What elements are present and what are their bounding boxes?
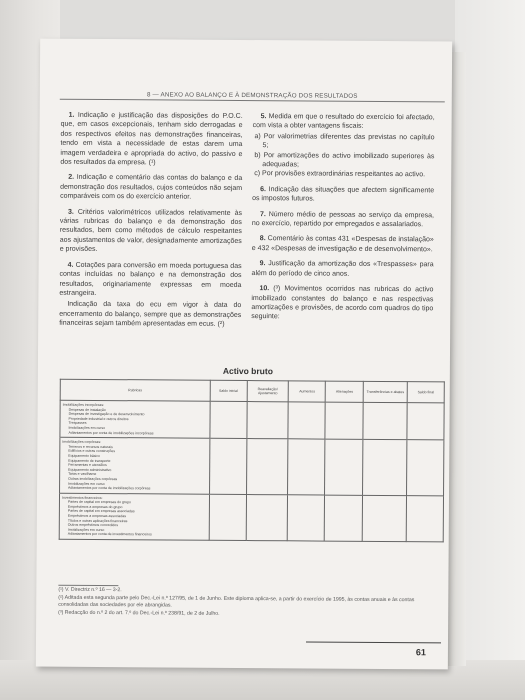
rubrica-item: Imobilizações em curso: [68, 425, 106, 431]
paragraph-text: Indicação das situações que afectem significamente os impostos futuros.: [252, 185, 435, 203]
paragraph-number: 10.: [259, 285, 270, 293]
value-cell: [288, 402, 325, 439]
rubrica-item: Equipamento básico: [68, 453, 101, 458]
footnotes: [58, 587, 443, 620]
value-cell: [325, 495, 363, 542]
column-header: Saldo final: [407, 382, 444, 403]
rubrica-item: Títulos e outras aplicações financeiras: [67, 518, 128, 523]
rubrica-item: Propriedade industrial e outros direitos: [68, 416, 129, 421]
value-cell: [406, 495, 443, 542]
paragraph-number: 9.: [259, 260, 266, 268]
rubricas-cell: [60, 437, 210, 494]
value-cell: [363, 402, 407, 439]
paragraph-9: [252, 259, 434, 279]
right-column: [251, 112, 435, 329]
footnote-1: (¹) V. Directriz n.º 16 — 3-2.: [58, 586, 122, 594]
paragraph-text: Indicação e comentário das contas do balanço e da demonstração dos resultados, cujos conteúdos não sejam comparáveis com os do exercício anterior.: [60, 174, 243, 201]
column-header: Aumentos: [289, 381, 326, 402]
paragraph-number: 3.: [67, 208, 74, 216]
column-header: Alienações: [325, 381, 363, 402]
paragraph-text: Indicação e justificação das disposições do P.O.C. que, em casos excepcionais, tenham sido derrogadas e dos respectivos efeitos nas demonstrações financeiras, tendo em vista a necessidade de estas darem uma imagem verdadeira e apropriada do activo, do passivo e dos resultados da empresa. (¹): [60, 111, 243, 167]
book-page: [36, 39, 452, 670]
table-title: Activo bruto: [222, 365, 273, 377]
rubrica-item: Partes de capital em empresas associadas: [67, 509, 135, 514]
rubrica-item: Outras imobilizações corpóreas: [68, 476, 118, 482]
paragraph-number: 4.: [67, 261, 74, 269]
paragraph-text: Número médio de pessoas ao serviço da empresa, no exercício, repartido por empregados e assalariados.: [251, 210, 434, 229]
value-cell: [407, 440, 444, 496]
rubrica-item: Despesas de instalação: [68, 407, 106, 412]
paragraph-text: (³) Movimentos ocorridos nas rubricas do activo imobilizado constantes do balanço e nas respectivas amortizações e provisões, de acordo com quadros do tipo seguinte:: [251, 285, 434, 321]
value-cell: [246, 402, 288, 439]
footnote-3: (³) Redacção do n.º 2 do art. 7.º do Dec.-Lei n.º 238/91, de 2 de Julho.: [58, 609, 220, 617]
paragraph-2: [60, 173, 242, 202]
paragraph-7: [252, 210, 434, 230]
rubrica-item: Taras e vasilhame: [68, 472, 97, 477]
value-cell: [362, 495, 406, 542]
paragraph-5: [253, 112, 435, 132]
value-cell: [288, 494, 325, 541]
rubrica-item: Empréstimos a empresas associadas: [67, 513, 127, 519]
value-cell: [246, 439, 288, 495]
paragraph-text: Critérios valorimétricos utilizados relativamente às várias rubricas do balanço e da demonstração dos resultados, bem como métodos de cálculo respeitantes aos ajustamentos de valor, designadamente amortizações e provisões.: [59, 208, 243, 254]
value-cell: [325, 402, 363, 439]
table-group-row: [59, 493, 443, 542]
rubrica-item: Equipamento de transporte: [68, 458, 111, 463]
column-header: Rubricas: [60, 379, 210, 401]
paragraph-number: 2.: [68, 174, 75, 182]
sub-item-a: a) Por valorimetrias diferentes das previstas no capítulo 5;: [254, 132, 435, 150]
rubrica-item: Empréstimos a empresas do grupo: [67, 504, 123, 510]
rubricas-cell: [60, 400, 210, 438]
paragraph-1: [60, 111, 242, 169]
rubrica-item: Adiantamentos por conta de investimentos financeiros: [67, 532, 152, 537]
paragraph-text: Medida em que o resultado do exercício foi afectado, com vista a obter vantagens fiscais:: [252, 113, 435, 131]
rubrica-item: Partes de capital em empresas do grupo: [67, 500, 132, 505]
paragraph-number: 7.: [259, 210, 266, 218]
column-header: Transferências e abates: [363, 381, 407, 402]
paragraph-text: Justificação da amortização dos «Trespasses» para além do período de cinco anos.: [251, 260, 434, 278]
rubrica-item: Despesas de investigação e de desenvolvimento: [68, 411, 145, 417]
sub-item-b: b) Por amortizações do activo imobilizado superiores às adequadas;: [254, 151, 435, 169]
paragraph-number: 5.: [260, 113, 267, 121]
paragraph-10: [251, 284, 433, 323]
value-cell: [363, 439, 407, 495]
value-cell: [407, 403, 444, 440]
rubrica-item: Terrenos e recursos naturais: [68, 444, 113, 449]
paragraph-number: 6.: [260, 185, 267, 193]
group-title: Imobilizações incorpóreas:: [62, 402, 105, 408]
value-cell: [210, 401, 247, 438]
table-group-row: [60, 437, 444, 495]
value-cell: [209, 494, 246, 541]
paragraph-6: [252, 185, 434, 205]
sub-item-c: c) Por provisões extraordinárias respeitantes ao activo.: [254, 170, 426, 179]
paragraph-number: 1.: [68, 111, 75, 119]
value-cell: [288, 439, 325, 495]
value-cell: [209, 438, 246, 494]
group-title: Imobilizações corpóreas:: [62, 439, 102, 445]
table-group-row: [60, 400, 444, 440]
column-header: Reavaliação/ Ajustamento: [247, 381, 289, 402]
paragraph-text: Comentário às contas 431 «Despesas de instalação» e 432 «Despesas de investigação e de desenvolvimento».: [251, 235, 434, 254]
rubricas-cell: [59, 493, 209, 540]
footnote-2: (²) Aditada esta segunda parte pelo Dec.-Lei n.º 127/95, de 1 de Junho. Este diploma aplica-se, a partir do exercício de 1995, às contas anuais e às contas consolidadas das sociedades por ele abrangidas.: [58, 594, 415, 609]
rubrica-item: Edifícios e outras construções: [68, 449, 116, 454]
paragraph-number: 8.: [259, 235, 266, 243]
activo-bruto-table: [59, 379, 445, 543]
table-header-row: [60, 379, 444, 403]
value-cell: [325, 439, 363, 495]
paragraph-4-continuation: Indicação da taxa do ecu em vigor à data do encerramento do balanço, sempre que as demonstrações financeiras sejam também apresentadas em ecus. (²): [59, 301, 242, 328]
left-column: [59, 111, 243, 335]
column-header: Saldo inicial: [210, 380, 247, 401]
paragraph-text: Cotações para conversão em moeda portuguesa das contas incluídas no balanço e na demonstração dos resultados, originariamente expressas em moeda estrangeira.: [59, 261, 242, 297]
running-header: 8 — ANEXO AO BALANÇO E À DEMONSTRAÇÃO DOS RESULTADOS: [146, 91, 358, 100]
group-title: Investimentos financeiros:: [61, 495, 103, 500]
rubrica-item: Ferramentas e utensílios: [68, 462, 107, 468]
paragraph-8: [252, 235, 434, 255]
paragraph-3: [60, 207, 242, 255]
value-cell: [246, 494, 288, 541]
page-number-rule: [306, 641, 441, 643]
rubrica-item: Imobilizações em curso: [68, 481, 105, 486]
rubrica-item: Outros empréstimos concedidos: [67, 523, 119, 528]
paragraph-4: [59, 260, 241, 299]
rubrica-item: Adiantamentos por conta de imobilizações incorpóreas: [68, 430, 154, 435]
rubrica-item: Imobilizações em curso: [67, 527, 105, 532]
page-number: 61: [415, 647, 426, 658]
rubrica-item: Equipamento administrativo: [68, 467, 112, 472]
rubrica-item: Trespasses: [68, 421, 87, 426]
rubrica-item: Adiantamentos por conta de imobilizações corpóreas: [68, 485, 151, 491]
